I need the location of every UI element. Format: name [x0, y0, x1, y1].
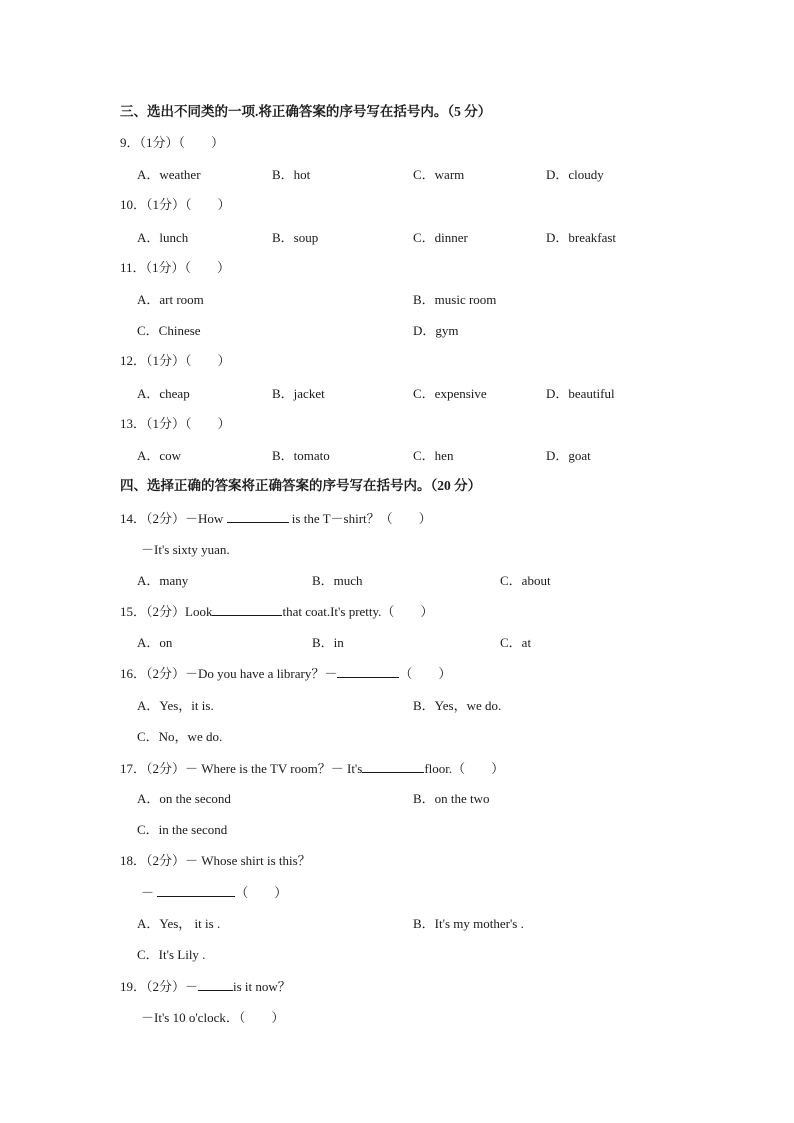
- option-b: B．It's my mother's .: [413, 916, 524, 931]
- option-d: D．goat: [546, 448, 591, 463]
- option-a: A．lunch: [137, 230, 189, 245]
- answer-blank: [362, 760, 424, 773]
- stem-end: that coat.It's pretty.（ ）: [282, 604, 434, 619]
- answer-blank: [157, 884, 235, 897]
- question-stem: 11．（1分）（ ）: [120, 260, 231, 275]
- option-a: A．on the second: [137, 791, 231, 806]
- answer-blank: [227, 510, 289, 523]
- option-b: B．jacket: [272, 386, 325, 401]
- option-c: C．No，we do.: [137, 729, 223, 744]
- stem-end: （ ）: [399, 666, 452, 681]
- section-4-heading: 四、选择正确的答案将正确答案的序号写在括号内。（20 分）: [120, 478, 482, 493]
- question-stem: 9．（1分）（ ）: [120, 135, 225, 150]
- answer-line: －It's 10 o'clock．（ ）: [141, 1010, 285, 1025]
- option-b: B．tomato: [272, 448, 330, 463]
- question-stem: [120, 603, 433, 620]
- option-a: A．cow: [137, 448, 182, 463]
- answer-line: －It's sixty yuan.: [141, 542, 230, 557]
- option-b: B．music room: [413, 292, 497, 307]
- question-stem: [120, 760, 504, 777]
- option-d: D．breakfast: [546, 230, 617, 245]
- option-c: C．Chinese: [137, 323, 201, 338]
- stem-start: －: [141, 885, 158, 900]
- option-c: C．at: [500, 635, 532, 650]
- stem-end: is it now？: [233, 979, 291, 994]
- option-b: B．much: [312, 573, 363, 588]
- option-b: B．soup: [272, 230, 319, 245]
- option-c: C．expensive: [413, 386, 487, 401]
- option-b: B．Yes，we do.: [413, 698, 502, 713]
- question-stem: 13．（1分）（ ）: [120, 416, 231, 431]
- option-a: A．on: [137, 635, 173, 650]
- stem-end: is the T－shirt？（ ）: [288, 511, 432, 526]
- answer-blank: [337, 665, 399, 678]
- option-c: C．hen: [413, 448, 454, 463]
- option-b: B．in: [312, 635, 344, 650]
- option-a: A．art room: [137, 292, 204, 307]
- answer-blank: [212, 603, 282, 616]
- stem-end: （ ）: [235, 885, 288, 900]
- stem-start: 14．（2分）－How: [120, 511, 227, 526]
- option-c: C．It's Lily .: [137, 947, 206, 962]
- option-c: C．warm: [413, 167, 465, 182]
- answer-line: [141, 884, 287, 901]
- answer-blank: [198, 978, 233, 991]
- option-c: C．dinner: [413, 230, 468, 245]
- stem-end: floor.（ ）: [424, 761, 505, 776]
- stem-start: 17．（2分）－ Where is the TV room？－ It's: [120, 761, 363, 776]
- question-stem: [120, 665, 451, 682]
- option-a: A．Yes，it is.: [137, 698, 214, 713]
- option-b: B．on the two: [413, 791, 490, 806]
- stem-start: 16．（2分）－Do you have a library？－: [120, 666, 338, 681]
- option-a: A．weather: [137, 167, 201, 182]
- option-d: D．gym: [413, 323, 459, 338]
- stem-start: 15．（2分）Look: [120, 604, 213, 619]
- option-a: A．cheap: [137, 386, 190, 401]
- option-c: C．in the second: [137, 822, 228, 837]
- stem-start: 19．（2分）－: [120, 979, 199, 994]
- question-stem: [120, 510, 432, 527]
- question-stem: [120, 978, 291, 995]
- option-b: B．hot: [272, 167, 311, 182]
- section-3-heading: 三、选出不同类的一项.将正确答案的序号写在括号内。（5 分）: [120, 104, 492, 119]
- option-d: D．beautiful: [546, 386, 615, 401]
- option-a: A．many: [137, 573, 189, 588]
- option-c: C．about: [500, 573, 551, 588]
- option-a: A．Yes， it is .: [137, 916, 221, 931]
- option-d: D．cloudy: [546, 167, 604, 182]
- question-stem: 12．（1分）（ ）: [120, 353, 231, 368]
- question-stem: 18．（2分）－ Whose shirt is this？: [120, 853, 311, 868]
- question-stem: 10．（1分）（ ）: [120, 197, 231, 212]
